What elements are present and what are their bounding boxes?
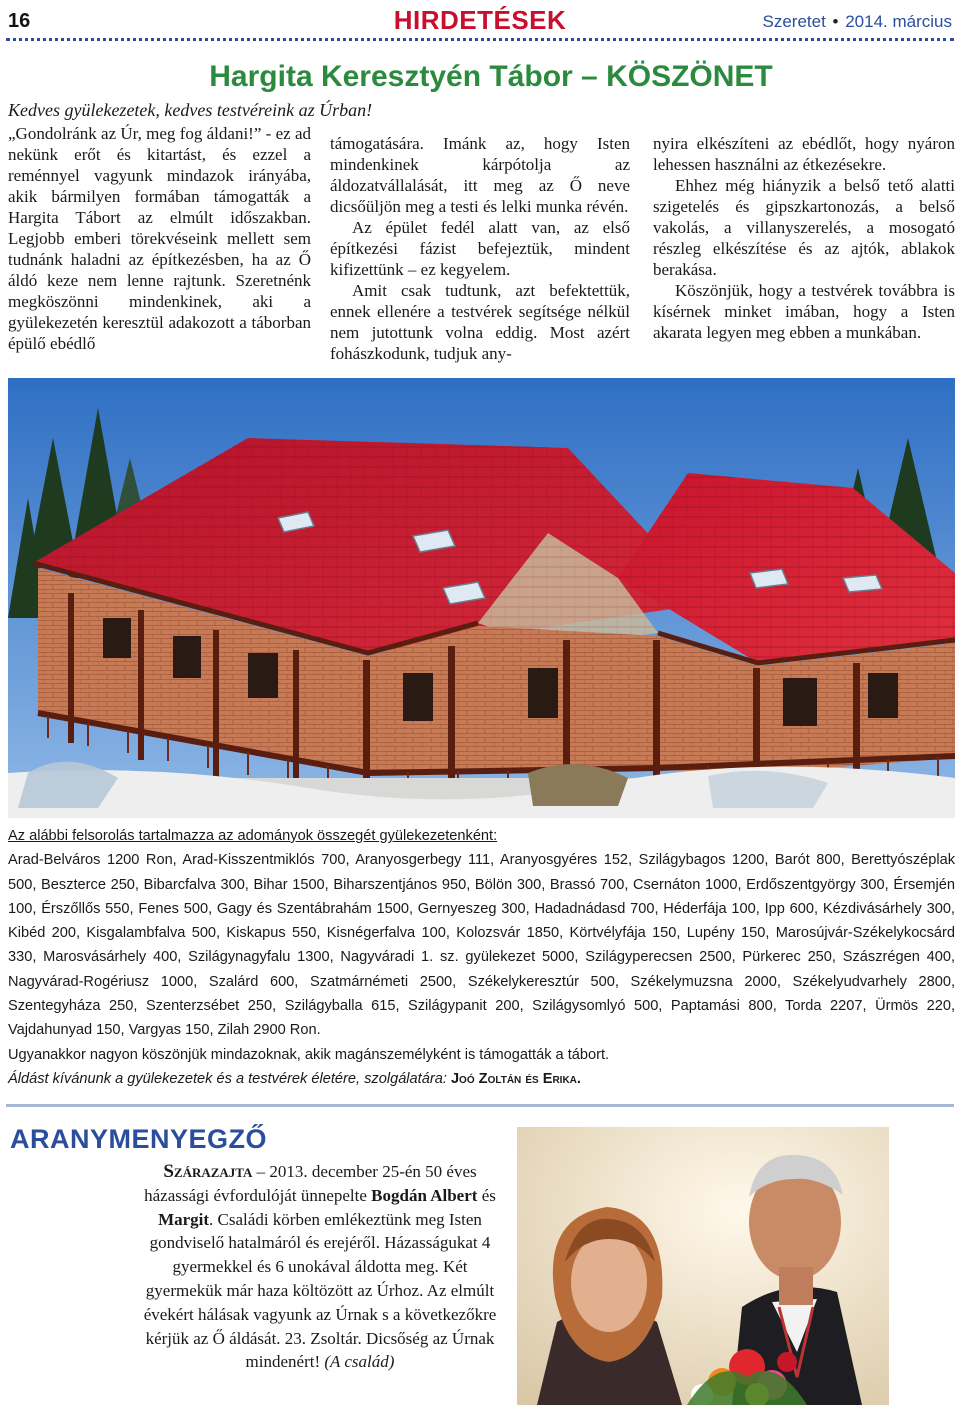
magazine-name: Szeretet [762,12,826,31]
anniversary-text [140,1160,500,1374]
article-paragraph: „Gondolránk az Úr, meg fog áldani!” - ez ad nekünk erőt és kitartást, és ezzel a reménnyel vagyunk mindazok irányába, akik bármilyen formában támogatták a Hargita Tábort az elmúlt időszakban. Legjobb emberi törekvéseink mellett sem tudnánk haladni az építkezésben, ha az Ő áldó keze nem lenne rajtunk. Szeretnénk megköszönni mindenkinek, aki a gyülekezetén keresztül adakozott a táborban épülő ebédlő [8,124,311,353]
donations-list [8,824,955,1091]
article-paragraph: Amit csak tudtunk, azt befektettük, ennek ellenére a testvérek segítsége nélkül nem jutottunk volna eddig. Most azért fohászkodunk, tudjuk any- [330,281,630,363]
donations-signature: Joó Zoltán és Erika. [450,1070,581,1087]
anniversary-line1: – 2013. december 25-én 50 éves házassági évfordulóját ünnepelte [144,1162,477,1205]
article-paragraph: Ehhez még hiányzik a belső tető alatti szigetelés és gipszkartonozás, a belső vakolás, a villanyszerelés, a mosogató részleg elkészítése és az ajtók, ablakok berakása. [653,176,955,279]
couple-photo [517,1127,889,1405]
article-column-3 [653,133,955,343]
header-divider [6,38,954,41]
building-photo [8,378,955,818]
page-number: 16 [8,10,31,32]
article-column-1 [8,123,311,354]
issue-label [762,12,952,32]
blessing-text: Áldást kívánunk a gyülekezetek és a testvérek életére, szolgálatára: [8,1070,447,1087]
article-paragraph: nyira elkészíteni az ebédlőt, hogy nyáron lehessen használni az étkezésekre. [653,134,955,174]
article-column-2 [330,133,630,364]
donations-thanks: Ugyanakkor nagyon köszönjük mindazoknak, akik magánszemélyként is támogatták a tábort. [8,1046,610,1063]
issue-date: 2014. március [845,12,952,31]
anniversary-name-wife: Margit [158,1209,210,1229]
donations-amounts: Arad-Belváros 1200 Ron, Arad-Kisszentmiklós 700, Aranyosgerbegy 111, Aranyosgyéres 152, Szilágybagos 1200, Barót 800, Berettyószéplak 500, Beszterce 250, Bibarcfalva 300, Bihar 1500, Biharszentjános 950, Bölön 300, Brassó 700, Csernáton 1000, Erdőszentgyörgy 300, Érsemjén 100, Érszőllős 550, Fenes 500, Gagy és Szentábrahám 1500, Gernyeszeg 300, Hadadnádasd 700, Héderfája 100, Ipp 600, Kézdivásárhely 300, Kibéd 200, Kisgalambfalva 500, Kiskapus 550, Kisnégerfalva 100, Kolozsvár 1850, Körtvélyfája 150, Lupény 150, Marosújvár-Székelykocsárd 330, Marosvásárhely 400, Szilágynagyfalu 1300, Nagyváradi 1. sz. gyülekezet 5000, Szilágyperecsen 2500, Pürkerec 250, Szászrégen 400, Nagyvárad-Rogériusz 1000, Szalárd 600, Szatmárnémeti 2500, Székelykeresztúr 500, Székelymuzsna 2000, Székelyudvarhely 2800, Szentegyháza 250, Szenterzsébet 250, Szilágyballa 615, Szilágypanit 200, Szilágysomlyó 500, Paptamási 800, Torda 2207, Ürmös 220, Vajdahunyad 150, Vargyas 150, Zilah 2900 Ron. [8,852,955,1039]
donations-heading: Az alábbi felsorolás tartalmazza az adományok összegét gyülekezetenként: [8,828,498,844]
anniversary-title: ARANYMENYEGZŐ [10,1124,268,1154]
anniversary-name-husband: Bogdán Albert [371,1185,478,1205]
donations-blessing [8,1067,955,1091]
bullet-icon: • [832,12,839,31]
page-header [0,0,960,42]
anniversary-place: Szárazajta [163,1161,253,1182]
building-photo-illustration [8,378,955,818]
section-divider [6,1104,954,1107]
anniversary-and: és [481,1185,496,1205]
anniversary-signature: (A család) [324,1352,395,1372]
couple-photo-illustration [517,1127,889,1405]
article-salutation: Kedves gyülekezetek, kedves testvéreink az Úrban! [8,100,373,120]
article-title: Hargita Keresztyén Tábor – KÖSZÖNET [209,60,773,93]
section-title: HIRDETÉSEK [393,5,567,35]
article-paragraph: Köszönjük, hogy a testvérek továbbra is kísérnek minket imában, hogy a Isten akarata legyen meg ebben a munkában. [653,281,955,342]
anniversary-body: . Családi körben emlékeztünk meg Isten gondviselő hatalmáról és erejéről. Házasságukat 4 gyermekkel és 6 unokával áldotta meg. Két gyermekük már haza költözött az Úrhoz. Az elmúlt évekért hálásak vagyunk az Úrnak s a következőkre kérjük az Ő áldását. 23. Zsoltár. Dicsőség az Úrnak mindenért! [143,1209,497,1372]
article-paragraph: támogatására. Imánk az, hogy Isten mindenkinek kárpótolja az áldozatvállalását, itt meg az Ő neve dicsőüljön meg a testi és lelki munka révén. [330,134,630,216]
article-paragraph: Az épület fedél alatt van, az első építkezési fázist befejeztük, mindent kifizettünk – ez kegyelem. [330,218,630,279]
